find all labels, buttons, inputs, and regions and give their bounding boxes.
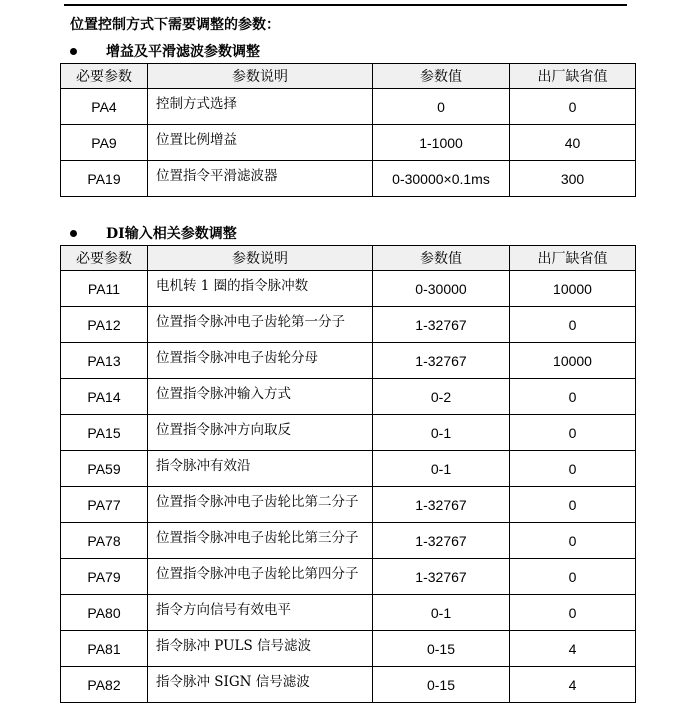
param-code: PA78 [61, 523, 148, 559]
param-range: 1-32767 [373, 523, 510, 559]
page-heading: 位置控制方式下需要调整的参数： [70, 17, 280, 33]
table-row [61, 415, 636, 451]
param-code: PA15 [61, 415, 148, 451]
param-code: PA79 [61, 559, 148, 595]
table-header-row [61, 246, 636, 271]
param-range: 0-30000×0.1ms [373, 161, 510, 197]
section2-title-text: DI输入相关参数调整 [106, 226, 237, 242]
param-default: 0 [510, 307, 636, 343]
param-range: 0 [373, 89, 510, 125]
param-default: 0 [510, 595, 636, 631]
header-factory-default: 出厂缺省值 [510, 246, 636, 271]
table-row [61, 631, 636, 667]
section1-title [70, 41, 260, 61]
param-desc: 位置比例增益 [148, 125, 373, 161]
header-param-desc: 参数说明 [148, 246, 373, 271]
table-row [61, 307, 636, 343]
param-default: 10000 [510, 271, 636, 307]
table-row [61, 161, 636, 197]
param-code: PA77 [61, 487, 148, 523]
section2-title [70, 223, 237, 243]
param-code: PA13 [61, 343, 148, 379]
param-code: PA80 [61, 595, 148, 631]
table-row [61, 451, 636, 487]
param-desc: 控制方式选择 [148, 89, 373, 125]
param-code: PA4 [61, 89, 148, 125]
table-row [61, 487, 636, 523]
param-default: 0 [510, 379, 636, 415]
di-input-table [60, 245, 636, 703]
param-default: 4 [510, 631, 636, 667]
param-default: 0 [510, 559, 636, 595]
param-desc: 位置指令脉冲电子齿轮第一分子 [148, 307, 373, 343]
header-required-param: 必要参数 [61, 246, 148, 271]
table-row [61, 667, 636, 703]
param-range: 1-32767 [373, 559, 510, 595]
param-default: 300 [510, 161, 636, 197]
param-code: PA12 [61, 307, 148, 343]
param-default: 0 [510, 415, 636, 451]
param-code: PA9 [61, 125, 148, 161]
top-rule [64, 4, 627, 6]
header-required-param: 必要参数 [61, 64, 148, 89]
table-header-row [61, 64, 636, 89]
param-code: PA14 [61, 379, 148, 415]
table-row [61, 125, 636, 161]
param-range: 0-1 [373, 595, 510, 631]
param-desc: 指令脉冲 PULS 信号滤波 [148, 631, 373, 667]
param-code: PA82 [61, 667, 148, 703]
param-range: 0-15 [373, 631, 510, 667]
param-range: 0-1 [373, 451, 510, 487]
table-row [61, 595, 636, 631]
param-range: 0-2 [373, 379, 510, 415]
param-code: PA11 [61, 271, 148, 307]
param-desc: 位置指令脉冲电子齿轮比第四分子 [148, 559, 373, 595]
header-param-value: 参数值 [373, 246, 510, 271]
param-range: 0-30000 [373, 271, 510, 307]
table-row [61, 379, 636, 415]
table-row [61, 523, 636, 559]
param-code: PA59 [61, 451, 148, 487]
header-param-desc: 参数说明 [148, 64, 373, 89]
param-desc: 位置指令脉冲电子齿轮比第二分子 [148, 487, 373, 523]
param-desc: 位置指令脉冲输入方式 [148, 379, 373, 415]
param-range: 1-32767 [373, 487, 510, 523]
param-desc: 位置指令脉冲电子齿轮分母 [148, 343, 373, 379]
param-desc: 位置指令平滑滤波器 [148, 161, 373, 197]
param-range: 0-15 [373, 667, 510, 703]
param-range: 1-32767 [373, 307, 510, 343]
bullet-icon [70, 230, 77, 237]
param-code: PA81 [61, 631, 148, 667]
param-default: 0 [510, 523, 636, 559]
param-default: 10000 [510, 343, 636, 379]
param-code: PA19 [61, 161, 148, 197]
param-desc: 指令方向信号有效电平 [148, 595, 373, 631]
param-default: 0 [510, 89, 636, 125]
bullet-icon [70, 48, 77, 55]
param-desc: 位置指令脉冲方向取反 [148, 415, 373, 451]
param-default: 40 [510, 125, 636, 161]
param-desc: 电机转 1 圈的指令脉冲数 [148, 271, 373, 307]
table-row [61, 271, 636, 307]
header-factory-default: 出厂缺省值 [510, 64, 636, 89]
param-range: 0-1 [373, 415, 510, 451]
section1-title-text: 增益及平滑滤波参数调整 [106, 44, 260, 60]
param-default: 4 [510, 667, 636, 703]
table-row [61, 343, 636, 379]
param-desc: 指令脉冲有效沿 [148, 451, 373, 487]
table-row [61, 559, 636, 595]
param-default: 0 [510, 487, 636, 523]
table-row [61, 89, 636, 125]
param-range: 1-1000 [373, 125, 510, 161]
header-param-value: 参数值 [373, 64, 510, 89]
param-desc: 指令脉冲 SIGN 信号滤波 [148, 667, 373, 703]
gain-filter-table [60, 63, 636, 197]
param-desc: 位置指令脉冲电子齿轮比第三分子 [148, 523, 373, 559]
param-default: 0 [510, 451, 636, 487]
param-range: 1-32767 [373, 343, 510, 379]
